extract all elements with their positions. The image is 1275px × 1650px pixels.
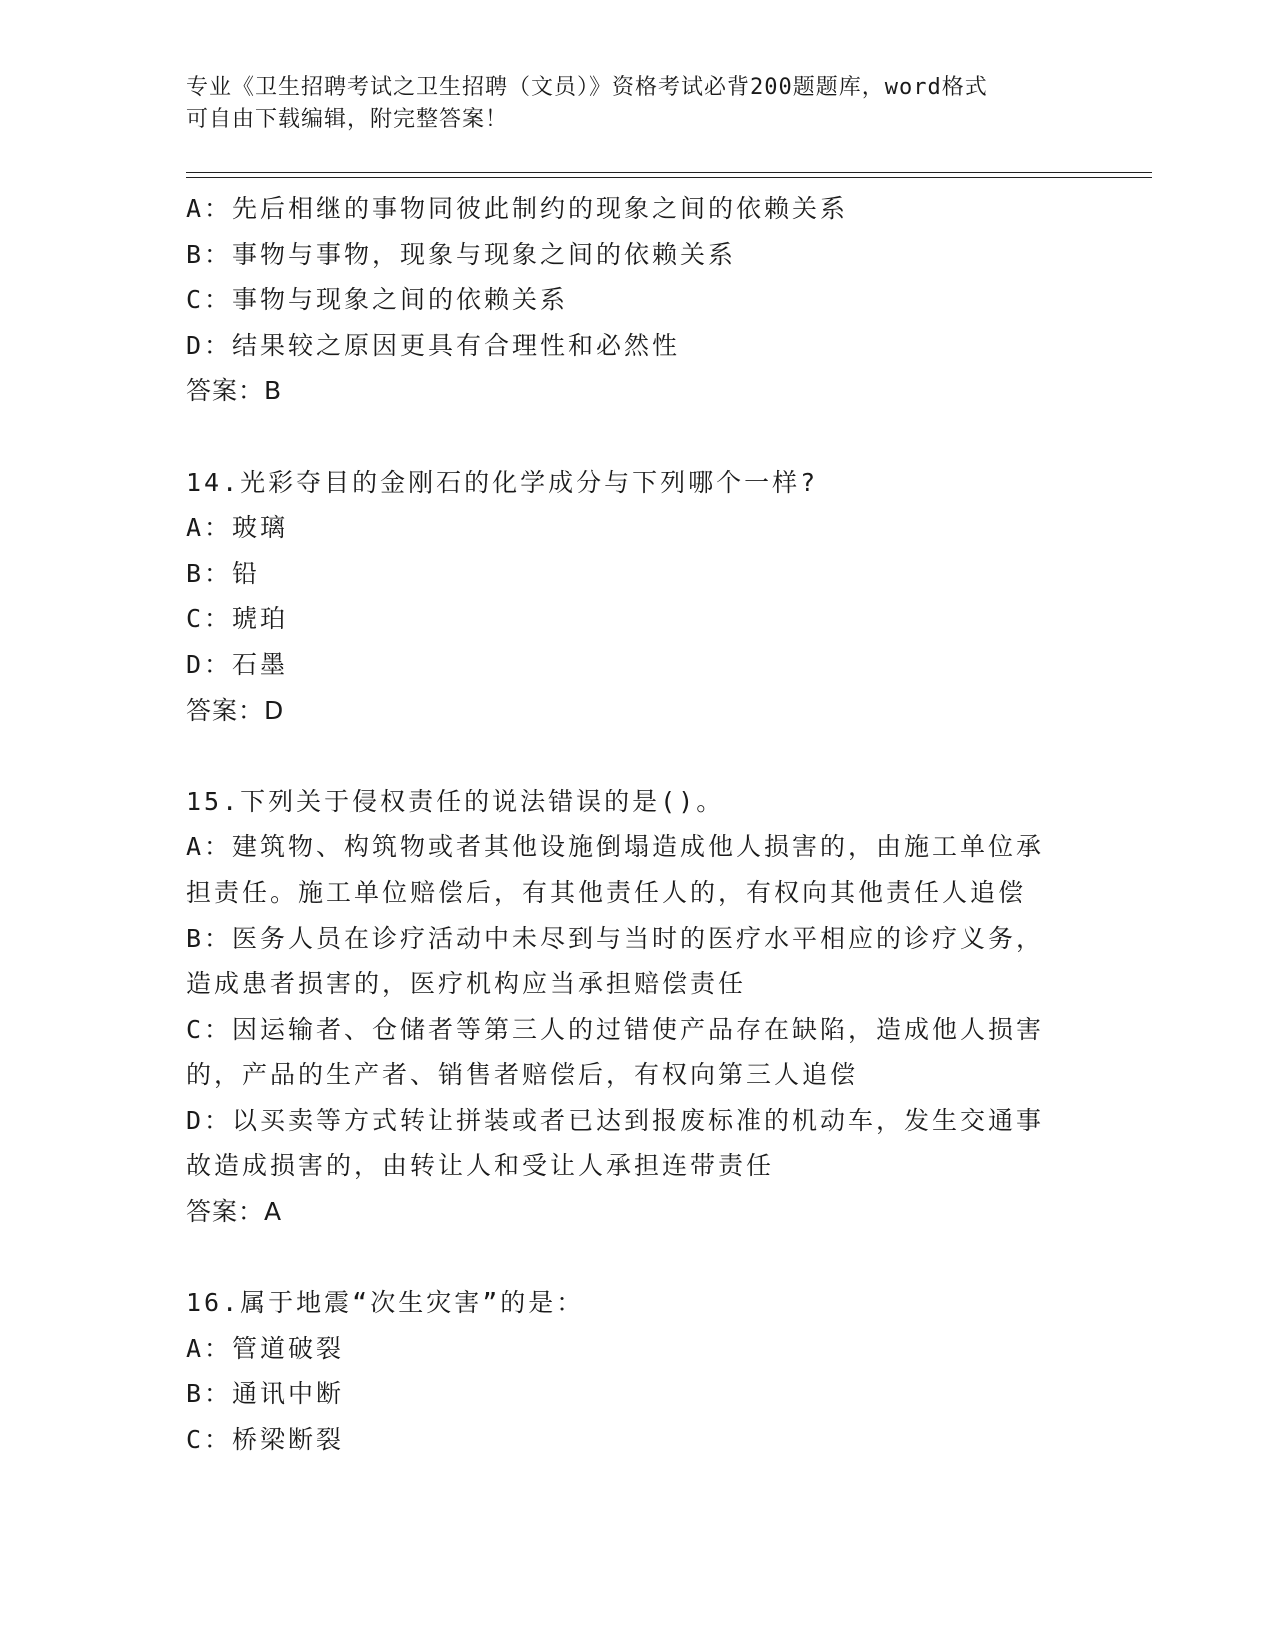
- q16-option-a: A：管道破裂: [186, 1333, 345, 1363]
- q16-option-c: C：桥梁断裂: [186, 1425, 345, 1455]
- q14-question: 14.光彩夺目的金刚石的化学成分与下列哪个一样?: [186, 467, 819, 497]
- q15-option-b-line2: 造成患者损害的，医疗机构应当承担赔偿责任: [186, 969, 747, 999]
- q15-option-c-line2: 的，产品的生产者、销售者赔偿后，有权向第三人追偿: [186, 1060, 859, 1090]
- header-rule-top: [186, 172, 1152, 173]
- question-14-block: [186, 460, 1106, 734]
- q16-question: 16.属于地震“次生灾害”的是：: [186, 1288, 585, 1318]
- spacer: [186, 414, 1106, 460]
- question-13-block: [186, 186, 1106, 414]
- document-header: [186, 72, 1066, 136]
- q16-option-b: B：通讯中断: [186, 1379, 345, 1409]
- q13-option-b: B：事物与事物，现象与现象之间的依赖关系: [186, 239, 737, 269]
- question-list: [186, 186, 1106, 1463]
- q15-option-c-line1: C：因运输者、仓储者等第三人的过错使产品存在缺陷，造成他人损害: [186, 1014, 1045, 1044]
- spacer: [186, 733, 1106, 779]
- q14-option-c: C：琥珀: [186, 604, 289, 634]
- header-rule-bottom: [186, 177, 1152, 178]
- spacer: [186, 1235, 1106, 1281]
- question-16-block: [186, 1280, 1106, 1462]
- q14-option-d: D：石墨: [186, 649, 289, 679]
- header-title-line1: 专业《卫生招聘考试之卫生招聘（文员）》资格考试必背200题题库，word格式: [186, 75, 988, 100]
- q15-question: 15.下列关于侵权责任的说法错误的是()。: [186, 786, 725, 816]
- q13-answer: 答案：B: [186, 376, 283, 406]
- q13-option-a: A：先后相继的事物同彼此制约的现象之间的依赖关系: [186, 194, 849, 223]
- q13-option-c: C：事物与现象之间的依赖关系: [186, 285, 569, 315]
- q15-option-b-line1: B：医务人员在诊疗活动中未尽到与当时的医疗水平相应的诊疗义务，: [186, 923, 1045, 953]
- q14-option-a: A：玻璃: [186, 513, 289, 543]
- q13-option-d: D：结果较之原因更具有合理性和必然性: [186, 330, 681, 360]
- q15-option-a-line2: 担责任。施工单位赔偿后，有其他责任人的，有权向其他责任人追偿: [186, 877, 1027, 907]
- header-title-line2: 可自由下载编辑，附完整答案！: [186, 107, 509, 132]
- question-15-block: [186, 779, 1106, 1235]
- q14-answer: 答案：D: [186, 695, 285, 725]
- q15-option-a-line1: A：建筑物、构筑物或者其他设施倒塌造成他人损害的，由施工单位承: [186, 832, 1045, 862]
- q14-option-b: B：铅: [186, 558, 261, 588]
- q15-option-d-line2: 故造成损害的，由转让人和受让人承担连带责任: [186, 1151, 775, 1181]
- q15-answer: 答案：A: [186, 1197, 283, 1227]
- q15-option-d-line1: D：以买卖等方式转让拼装或者已达到报废标准的机动车，发生交通事: [186, 1105, 1045, 1135]
